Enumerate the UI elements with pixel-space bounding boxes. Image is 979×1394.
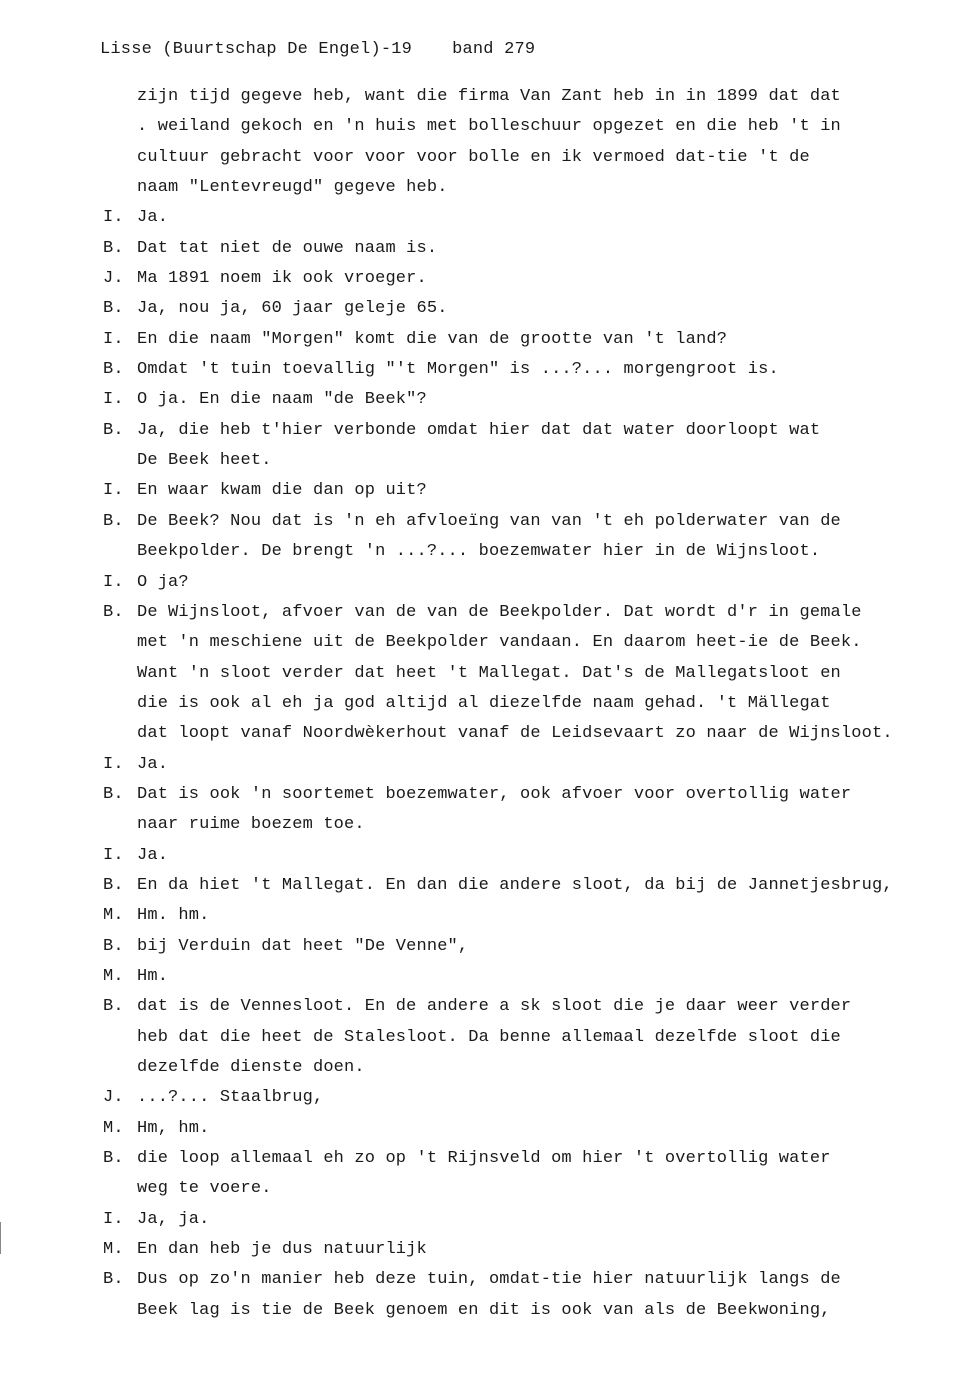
line-text: O ja? [137, 572, 189, 592]
page-header [100, 40, 535, 59]
transcript-line [103, 689, 933, 719]
line-text: weg te voere. [137, 1179, 272, 1199]
speaker-label: B. [103, 238, 124, 258]
line-text: die is ook al eh ja god altijd al diezelfde naam gehad. 't Mällegat [137, 693, 831, 713]
line-text: Ja, ja. [137, 1209, 210, 1229]
speaker-label: I. [103, 390, 124, 410]
line-text: naam "Lentevreugd" gegeve heb. [137, 178, 448, 198]
line-text: dat loopt vanaf Noordwèkerhout vanaf de Leidsevaart zo naar de Wijnsloot. [137, 724, 893, 744]
transcript-line [103, 476, 933, 506]
transcript-line [103, 750, 933, 780]
line-text: dat is de Vennesloot. En de andere a sk sloot die je daar weer verder [137, 997, 852, 1017]
transcript-line [103, 780, 933, 810]
line-text: Ja, nou ja, 60 jaar geleje 65. [137, 299, 448, 319]
line-text: Beek lag is tie de Beek genoem en dit is ook van als de Beekwoning, [137, 1300, 831, 1320]
transcript-line [103, 901, 933, 931]
speaker-label: B. [103, 1270, 124, 1290]
line-text: Want 'n sloot verder dat heet 't Mallegat. Dat's de Mallegatsloot en [137, 663, 841, 683]
line-text: Dat is ook 'n soortemet boezemwater, ook afvoer voor overtollig water [137, 784, 852, 804]
header-band: band 279 [452, 40, 536, 59]
line-text: Hm. hm. [137, 906, 210, 926]
transcript-line [103, 1083, 933, 1113]
transcript-line [103, 385, 933, 415]
speaker-label: M. [103, 1240, 124, 1260]
line-text: dezelfde dienste doen. [137, 1058, 365, 1077]
speaker-label: B. [103, 360, 124, 380]
line-text: Omdat 't tuin toevallig "'t Morgen" is ...?... morgengroot is. [137, 360, 779, 380]
speaker-label: B. [103, 1149, 124, 1169]
line-text: Ja, die heb t'hier verbonde omdat hier dat dat water doorloopt wat [137, 420, 821, 440]
line-text: En waar kwam die dan op uit? [137, 481, 427, 501]
transcript-line [103, 841, 933, 871]
transcript-line [103, 173, 933, 203]
transcript-line [103, 871, 933, 901]
speaker-label: I. [103, 572, 124, 592]
line-text: heb dat die heet de Stalesloot. Da benne allemaal dezelfde sloot die [137, 1027, 841, 1047]
transcript-line [103, 416, 933, 446]
speaker-label: M. [103, 1118, 124, 1138]
line-text: ...?... Staalbrug, [137, 1088, 324, 1108]
line-text: En dan heb je dus natuurlijk [137, 1240, 427, 1260]
line-text: Dus op zo'n manier heb deze tuin, omdat-tie hier natuurlijk langs de [137, 1270, 841, 1290]
speaker-label: B. [103, 511, 124, 531]
transcript-line [103, 568, 933, 598]
speaker-label: I. [103, 754, 124, 774]
speaker-label: J. [103, 269, 124, 289]
transcript-line [103, 1144, 933, 1174]
transcript-line [103, 810, 933, 840]
speaker-label: B. [103, 875, 124, 895]
line-text: De Beek? Nou dat is 'n eh afvloeïng van van 't eh polderwater van de [137, 511, 841, 531]
transcript-line [103, 1023, 933, 1053]
transcript-line [103, 325, 933, 355]
transcript-line [103, 628, 933, 658]
line-text: naar ruime boezem toe. [137, 815, 365, 835]
transcript-line [103, 1174, 933, 1204]
speaker-label: M. [103, 966, 124, 986]
transcript-line [103, 992, 933, 1022]
transcript-line [103, 112, 933, 142]
speaker-label: B. [103, 299, 124, 319]
line-text: Ja. [137, 845, 169, 865]
line-text: zijn tijd gegeve heb, want die firma Van Zant heb in in 1899 dat dat [137, 87, 841, 106]
speaker-label: I. [103, 329, 124, 349]
speaker-label: B. [103, 784, 124, 804]
line-text: met 'n meschiene uit de Beekpolder vandaan. En daarom heet-ie de Beek. [137, 633, 862, 653]
transcript-line [103, 507, 933, 537]
transcript-line [103, 294, 933, 324]
speaker-label: B. [103, 936, 124, 956]
transcript-line [103, 962, 933, 992]
speaker-label: B. [103, 602, 124, 622]
transcript-line [103, 446, 933, 476]
transcript-line [103, 1235, 933, 1265]
speaker-label: J. [103, 1088, 124, 1108]
line-text: En die naam "Morgen" komt die van de grootte van 't land? [137, 329, 728, 349]
transcript-line [103, 234, 933, 264]
line-text: Hm, hm. [137, 1118, 210, 1138]
line-text: O ja. En die naam "de Beek"? [137, 390, 427, 410]
line-text: cultuur gebracht voor voor voor bolle en ik vermoed dat-tie 't de [137, 147, 810, 167]
line-text: Beekpolder. De brengt 'n ...?... boezemwater hier in de Wijnsloot. [137, 542, 821, 562]
line-text: De Beek heet. [137, 451, 272, 471]
transcript-line [103, 1114, 933, 1144]
margin-mark [0, 1222, 1, 1254]
transcript-line [103, 355, 933, 385]
speaker-label: I. [103, 1209, 124, 1229]
speaker-label: B. [103, 420, 124, 440]
line-text: die loop allemaal eh zo op 't Rijnsveld om hier 't overtollig water [137, 1149, 831, 1169]
line-text: Ja. [137, 208, 169, 228]
transcript-line [103, 598, 933, 628]
speaker-label: I. [103, 481, 124, 501]
speaker-label: I. [103, 845, 124, 865]
transcript-line [103, 143, 933, 173]
transcript-line [103, 1053, 933, 1083]
line-text: De Wijnsloot, afvoer van de van de Beekpolder. Dat wordt d'r in gemale [137, 602, 862, 622]
line-text: Ja. [137, 754, 169, 774]
transcript-body [103, 82, 933, 1326]
line-text: Hm. [137, 966, 169, 986]
speaker-label: I. [103, 208, 124, 228]
speaker-label: M. [103, 906, 124, 926]
transcript-line [103, 82, 933, 112]
transcript-line [103, 1265, 933, 1295]
transcript-line [103, 537, 933, 567]
line-text: bij Verduin dat heet "De Venne", [137, 936, 469, 956]
header-title: Lisse (Buurtschap De Engel)-19 [100, 40, 413, 59]
transcript-line [103, 264, 933, 294]
transcript-line [103, 203, 933, 233]
transcript-line [103, 1296, 933, 1326]
line-text: Ma 1891 noem ik ook vroeger. [137, 269, 427, 289]
line-text: Dat tat niet de ouwe naam is. [137, 238, 438, 258]
transcript-line [103, 659, 933, 689]
line-text: . weiland gekoch en 'n huis met bolleschuur opgezet en die heb 't in [137, 117, 841, 137]
transcript-line [103, 1205, 933, 1235]
line-text: En da hiet 't Mallegat. En dan die andere sloot, da bij de Jannetjesbrug, [137, 875, 893, 895]
speaker-label: B. [103, 997, 124, 1017]
transcript-line [103, 932, 933, 962]
transcript-line [103, 719, 933, 749]
